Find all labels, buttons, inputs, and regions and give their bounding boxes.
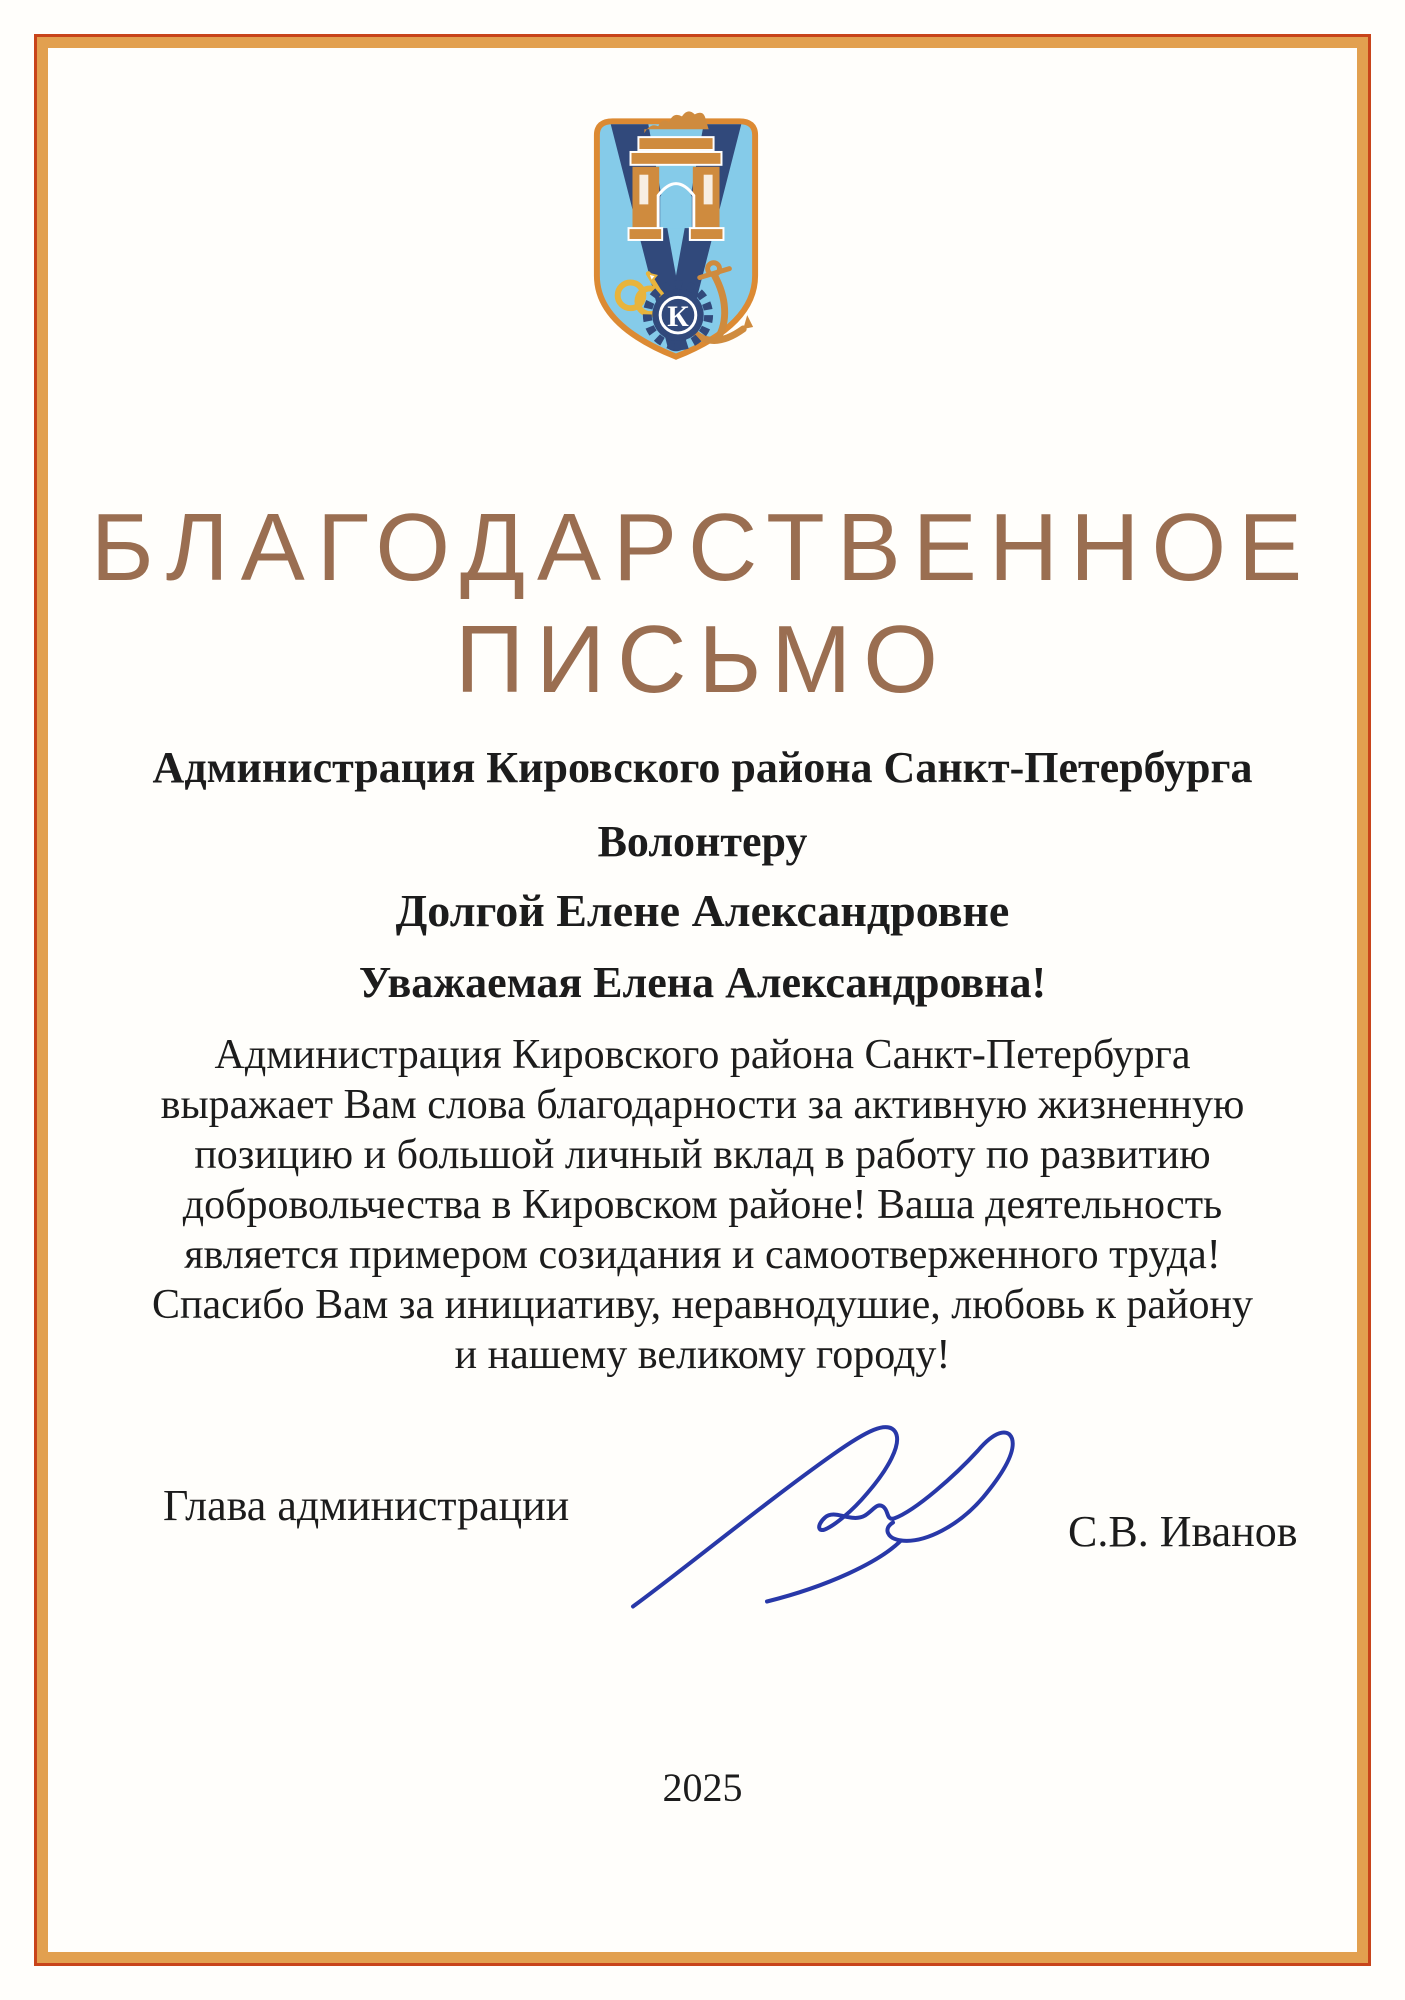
body-line: Администрация Кировского района Санкт-Петербурга (214, 1032, 1191, 1078)
signer-title: Глава администрации (163, 1481, 570, 1530)
body-line: выражает Вам слова благодарности за активную жизненную (160, 1082, 1245, 1128)
body-line: добровольчества в Кировском районе! Ваша деятельность (182, 1182, 1223, 1228)
body-line: и нашему великому городу! (454, 1332, 951, 1378)
year-line: 2025 (662, 1765, 743, 1810)
signature-ink (615, 1408, 1095, 1613)
signer-name: С.В. Иванов (1068, 1507, 1298, 1556)
certificate-title-line1: БЛАГОДАРСТВЕННОЕ (90, 494, 1315, 601)
salutation-line: Уважаемая Елена Александровна! (358, 958, 1047, 1007)
coat-of-arms-icon (587, 104, 765, 372)
body-line: является примером созидания и самоотверженного труда! (184, 1232, 1221, 1278)
recipient-name: Долгой Елене Александровне (395, 885, 1010, 936)
body-line: позицию и большой личный вклад в работу по развитию (194, 1132, 1211, 1178)
letter-body (0, 1030, 1405, 1380)
issuer-line: Администрация Кировского района Санкт-Петербурга (152, 743, 1253, 792)
body-line: Спасибо Вам за инициативу, неравнодушие, любовь к району (152, 1282, 1253, 1328)
gear-letter: К (667, 301, 689, 334)
certificate-title-line2: ПИСЬМО (455, 606, 950, 713)
recipient-role: Волонтеру (597, 817, 808, 866)
